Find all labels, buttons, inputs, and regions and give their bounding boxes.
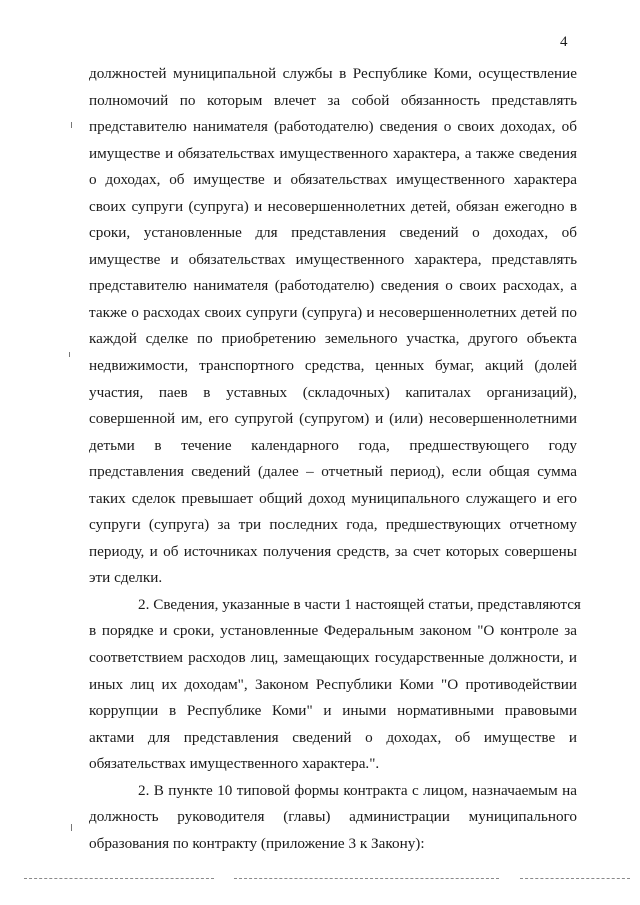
- text-line: детьми в течение календарного года, предшествующего году: [89, 436, 577, 454]
- page-number: 4: [560, 34, 568, 50]
- text-line: каждой сделке по приобретению земельного участка, другого объекта: [89, 330, 577, 348]
- text-line: участия, паев в уставных (складочных) капиталах организаций),: [89, 383, 577, 401]
- margin-mark: [71, 824, 72, 831]
- text-line: представления сведений (далее – отчетный период), если общая сумма: [89, 463, 577, 481]
- text-line: образования по контракту (приложение 3 к Закону):: [89, 834, 425, 852]
- text-line: в порядке и сроки, установленные Федеральным законом "О контроле за: [89, 622, 577, 640]
- text-line: своих супруги (супруга) и несовершеннолетних детей, обязан ежегодно в: [89, 197, 577, 215]
- text-line: недвижимости, транспортного средства, ценных бумаг, акций (долей: [89, 357, 577, 375]
- text-line: также о расходах своих супруги (супруга) и несовершеннолетних детей по: [89, 303, 577, 321]
- text-line: должность руководителя (главы) администрации муниципального: [89, 808, 577, 826]
- text-line: таких сделок превышает общий доход муниципального служащего и его: [89, 489, 577, 507]
- text-line: коррупции в Республике Коми" и иными нормативными правовыми: [89, 702, 577, 720]
- paragraph-first-line: 2. В пункте 10 типовой формы контракта с лицом, назначаемым на: [138, 781, 577, 799]
- footer-rule: [234, 878, 499, 879]
- text-line: периоду, и об источниках получения средств, за счет которых совершены: [89, 542, 577, 560]
- margin-mark: [71, 122, 72, 128]
- text-line: совершенной им, его супругой (супругом) и (или) несовершеннолетними: [89, 410, 577, 428]
- text-line: имуществе и обязательствах имущественного характера, представлять: [89, 250, 577, 268]
- text-line: эти сделки.: [89, 569, 163, 587]
- text-line: представителю нанимателя (работодателю) сведения о своих расходах, а: [89, 277, 577, 295]
- footer-rule: [520, 878, 630, 879]
- text-line: иных лиц их доходам", Законом Республики Коми "О противодействии: [89, 675, 577, 693]
- text-line: должностей муниципальной службы в Республике Коми, осуществление: [89, 65, 577, 82]
- text-line: имуществе и обязательствах имущественного характера, а также сведения: [89, 144, 577, 162]
- text-line: обязательствах имущественного характера.".: [89, 755, 380, 773]
- footer-rule: [24, 878, 214, 879]
- text-line: о доходах, об имуществе и обязательствах имущественного характера: [89, 171, 577, 189]
- text-line: супруги (супруга) за три последних года, предшествующих отчетному: [89, 516, 577, 534]
- text-line: представителю нанимателя (работодателю) сведения о своих доходах, об: [89, 118, 577, 136]
- document-body: [89, 61, 581, 857]
- text-line: актами для представления сведений о доходах, об имуществе и: [89, 728, 577, 746]
- text-line: сроки, установленные для представления сведений о доходах, об: [89, 224, 577, 242]
- paragraph-first-line: 2. Сведения, указанные в части 1 настоящей статьи, представляются: [138, 595, 581, 613]
- margin-mark: [69, 352, 70, 357]
- text-line: соответствием расходов лиц, замещающих государственные должности, и: [89, 649, 577, 667]
- text-line: полномочий по которым влечет за собой обязанность представлять: [89, 91, 577, 109]
